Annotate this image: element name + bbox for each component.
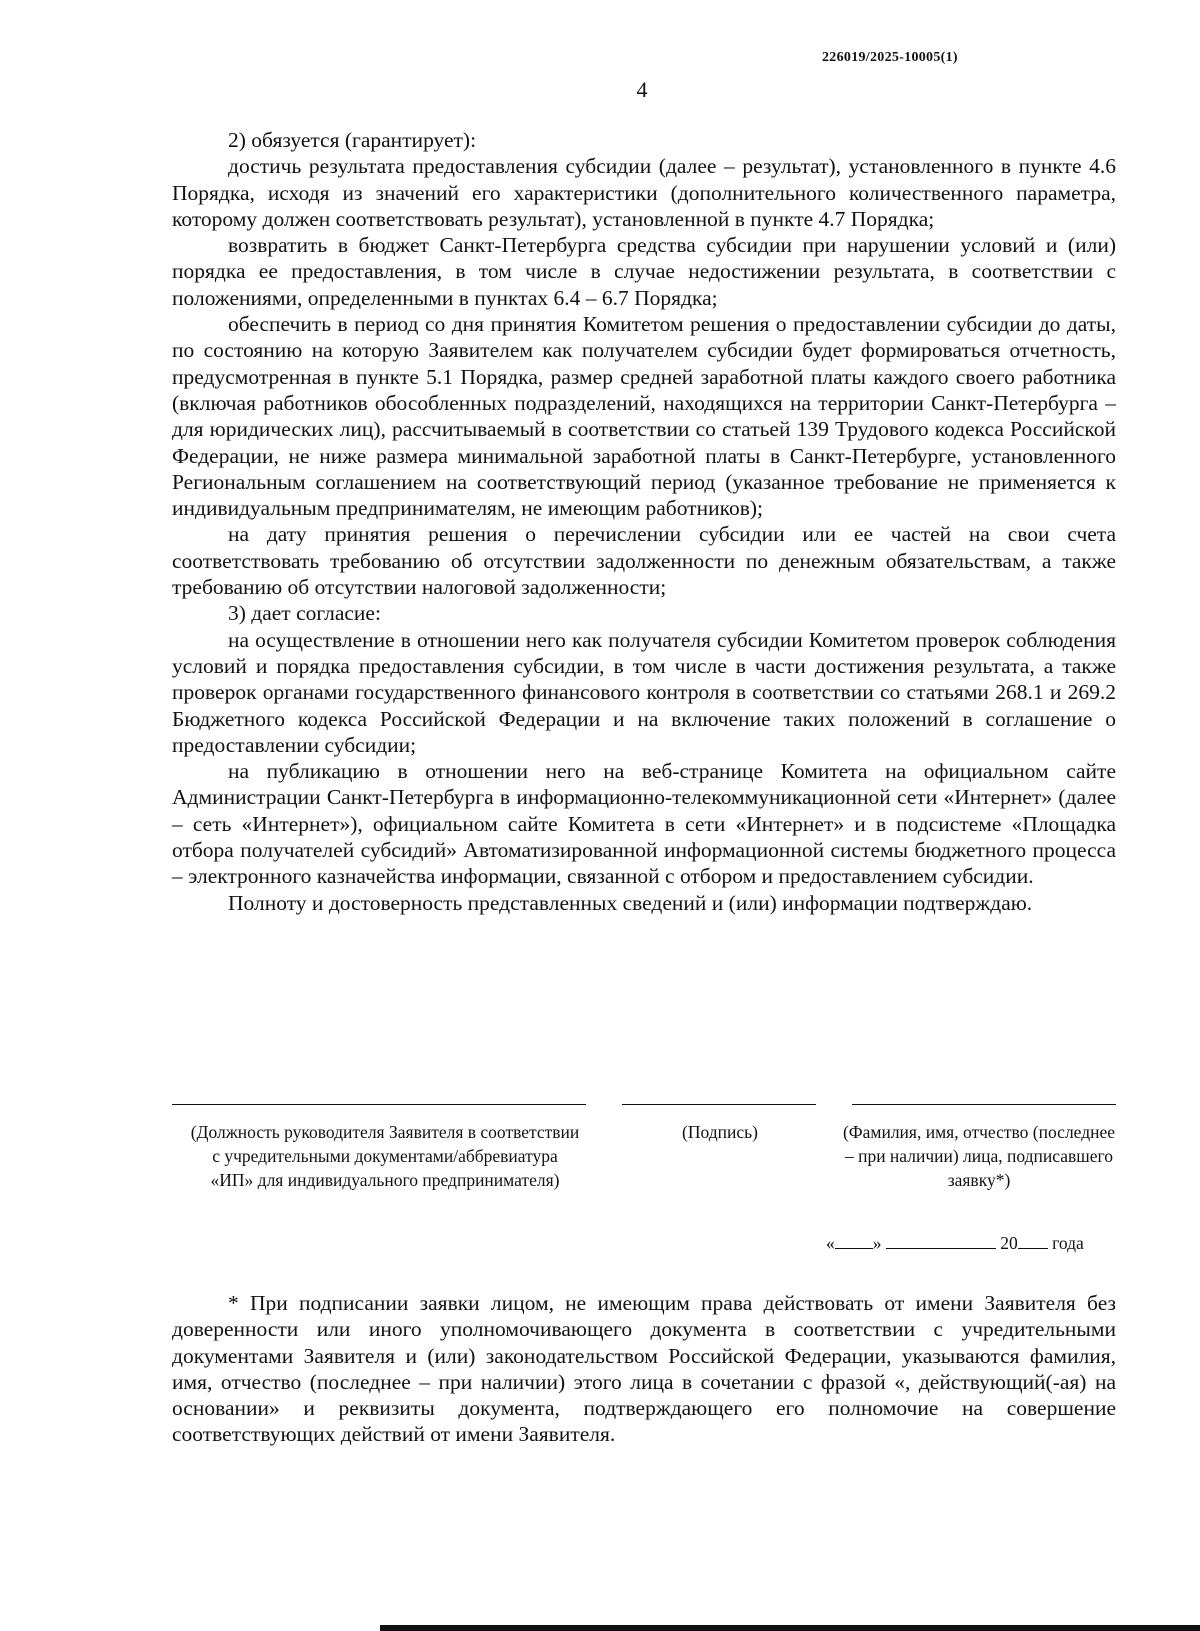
date-century: 20 [1000,1233,1018,1253]
date-close-quote: » [872,1233,882,1253]
paragraph-consent-publication: на публикацию в отношении него на веб-странице Комитета на официальном сайте Администрации Санкт-Петербурга в информационно-телекоммуникационной сети «Интернет» (далее – сеть «Интернет»), официальном сайте Комитета в сети «Интернет» и в подсистеме «Площадка отбора получателей субсидий» Автоматизированной информационной системы бюджетного процесса – электронного казначейства информации, связанной с отбором и предоставлением субсидии. [172,759,1116,889]
scan-bottom-edge [380,1625,1200,1631]
paragraph-achieve-result: достичь результата предоставления субсидии (далее – результат), установленного в пункте 4.6 Порядка, исходя из значений его характеристики (дополнительного количественного параметра, которому должен соответствовать результат), установленной в пункте 4.7 Порядка; [172,154,1116,231]
year-blank [1018,1232,1048,1249]
date-row [826,1232,1084,1254]
month-blank [886,1232,996,1249]
paragraph-return-funds: возвратить в бюджет Санкт-Петербурга средства субсидии при нарушении условий и (или) порядка ее предоставления, в том числе в случае недостижении результата, в соответствии с положениями, определенными в пунктах 6.4 – 6.7 Порядка; [172,233,1116,310]
date-year-word: года [1052,1233,1084,1253]
name-caption: (Фамилия, имя, отчество (последнее – при наличии) лица, подписавшего заявку*) [842,1122,1116,1190]
position-signature-line [172,1104,586,1105]
page-number: 4 [636,77,648,102]
paragraph-ensure-salary: обеспечить в период со дня принятия Комитетом решения о предоставлении субсидии до даты, по состоянию на которую Заявителем как получателем субсидии будет формироваться отчетность, предусмотренная в пункте 5.1 Порядка, размер средней заработной платы каждого своего работника (включая работников обособленных подразделений, находящихся на территории Санкт-Петербурга – для юридических лиц), рассчитываемый в соответствии со статьей 139 Трудового кодекса Российской Федерации, не ниже размера минимальной заработной платы в Санкт-Петербурге, установленного Региональным соглашением на соответствующий период (указанное требование не применяется к индивидуальным предпринимателям, не имеющим работников); [172,312,1116,521]
paragraph-consent-inspections: на осуществление в отношении него как получателя субсидии Комитетом проверок соблюдения условий и порядка предоставления субсидии, в том числе в части достижения результата, а также проверок органами государственного финансового контроля в соответствии со статьями 268.1 и 269.2 Бюджетного кодекса Российской Федерации и на включение таких положений в соглашение о предоставлении субсидии; [172,627,1116,757]
paragraph-obligations-heading: 2) обязуется (гарантирует): [228,128,477,152]
signature-line [622,1104,816,1105]
footnote-text: * При подписании заявки лицом, не имеющим права действовать от имени Заявителя без доверенности или иного уполномочивающего документа в соответствии с учредительными документами Заявителя и (или) законодательством Российской Федерации, указываются фамилия, имя, отчество (последнее – при наличии) этого лица в сочетании с фразой «, действующий(-ая) на основании» и реквизиты документа, подтверждающего его полномочие на совершение соответствующих действий от имени Заявителя. [172,1291,1116,1447]
paragraph-no-debt: на дату принятия решения о перечислении субсидии или ее частей на свои счета соответствовать требованию об отсутствии задолженности по денежным обязательствам, а также требованию об отсутствии налоговой задолженности; [172,522,1116,600]
paragraph-confirmation: Полноту и достоверность представленных сведений и (или) информации подтверждаю. [228,890,1033,915]
document-body [172,127,1116,916]
footnote [172,1290,1116,1448]
signature-caption: (Подпись) [682,1122,758,1142]
date-open-quote: « [826,1233,835,1253]
document-registration-number: 226019/2025-10005(1) [822,50,958,65]
name-signature-line [852,1104,1116,1105]
day-blank [835,1232,873,1249]
paragraph-consent-heading: 3) дает согласие: [228,601,381,626]
position-caption: (Должность руководителя Заявителя в соответствии с учредительными документами/аббревиатура «ИП» для индивидуального предпринимателя) [190,1122,580,1190]
